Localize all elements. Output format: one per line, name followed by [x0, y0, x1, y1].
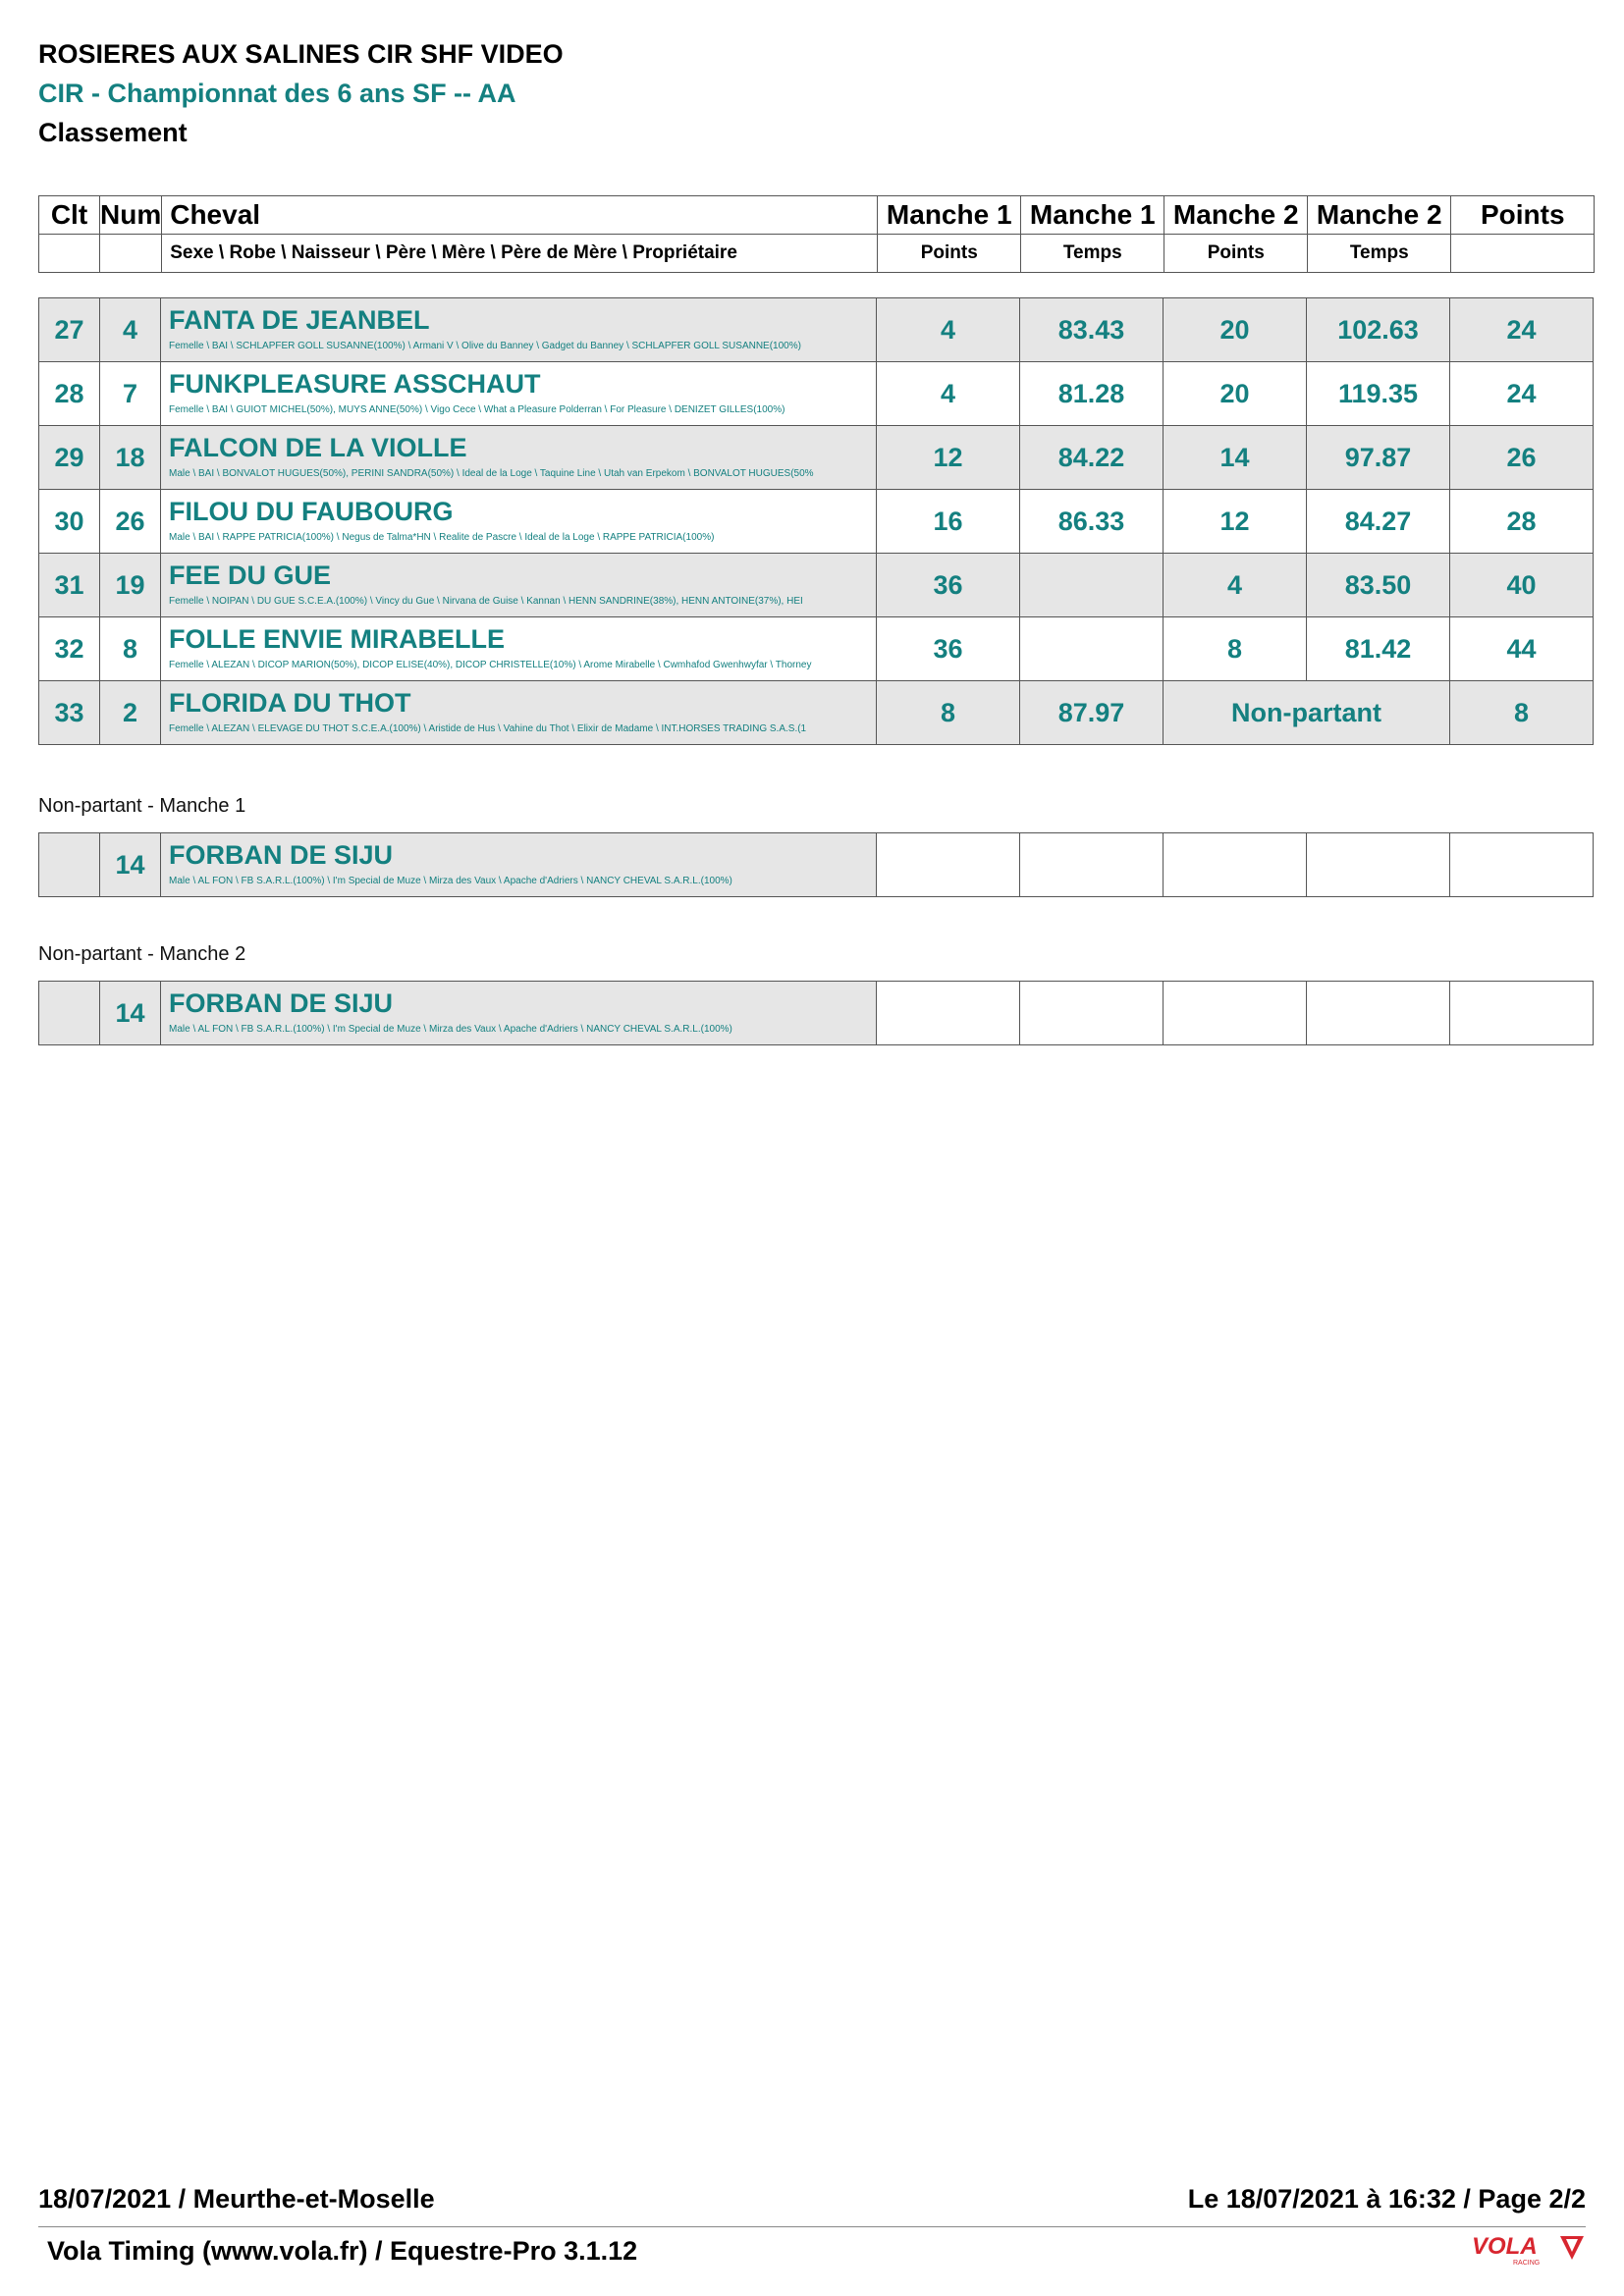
non-partant-row — [39, 982, 1594, 1045]
empty-cell — [1020, 982, 1164, 1045]
total-points: 24 — [1450, 362, 1594, 426]
m1-points: 36 — [877, 617, 1020, 681]
subheader-clt — [39, 235, 100, 273]
empty-cell — [1307, 982, 1450, 1045]
vola-logo-text: VOLA — [1472, 2233, 1538, 2260]
empty-cell — [1307, 833, 1450, 897]
header-clt: Clt — [39, 196, 100, 235]
rank: 30 — [39, 490, 100, 554]
m2-temps: 84.27 — [1307, 490, 1450, 554]
m1-temps: 84.22 — [1020, 426, 1164, 490]
rank — [39, 982, 100, 1045]
subheader-points — [1451, 235, 1595, 273]
m1-points: 36 — [877, 554, 1020, 617]
bib-number: 4 — [100, 298, 161, 362]
total-points: 26 — [1450, 426, 1594, 490]
horse-cell — [161, 298, 877, 362]
vola-logo — [1470, 2230, 1586, 2268]
empty-cell — [1450, 982, 1594, 1045]
m2-temps: 83.50 — [1307, 554, 1450, 617]
header-manche1-a: Manche 1 — [878, 196, 1021, 235]
bib-number: 14 — [100, 982, 161, 1045]
footer-date-location: 18/07/2021 / Meurthe-et-Moselle — [38, 2184, 435, 2214]
horse-cell — [161, 617, 877, 681]
total-points: 40 — [1450, 554, 1594, 617]
total-points: 28 — [1450, 490, 1594, 554]
header-points: Points — [1451, 196, 1595, 235]
subheader-m1-points: Points — [878, 235, 1021, 273]
non-partant-1-table — [38, 832, 1594, 897]
horse-details: Femelle \ BAI \ SCHLAPFER GOLL SUSANNE(100%) \ Armani V \ Olive du Banney \ Gadget du Banney \ SCHLAPFER GOLL SUSANNE(100%) — [169, 341, 801, 351]
header-manche1-b: Manche 1 — [1021, 196, 1164, 235]
subheader-num — [100, 235, 162, 273]
footer-software: Vola Timing (www.vola.fr) / Equestre-Pro 3.1.12 — [47, 2236, 638, 2266]
rank: 28 — [39, 362, 100, 426]
bib-number: 26 — [100, 490, 161, 554]
horse-name: FEE DU GUE — [169, 561, 332, 590]
m1-points: 4 — [877, 298, 1020, 362]
subheader-cheval-details: Sexe \ Robe \ Naisseur \ Père \ Mère \ Père de Mère \ Propriétaire — [162, 235, 878, 273]
m1-points: 4 — [877, 362, 1020, 426]
horse-name: FILOU DU FAUBOURG — [169, 497, 454, 526]
result-row — [39, 490, 1594, 554]
m2-points: 14 — [1164, 426, 1307, 490]
m2-points: 20 — [1164, 362, 1307, 426]
empty-cell — [1020, 833, 1164, 897]
total-points: 44 — [1450, 617, 1594, 681]
horse-details: Male \ BAI \ BONVALOT HUGUES(50%), PERINI SANDRA(50%) \ Ideal de la Loge \ Taquine Line \ Utah van Erpekom \ BONVALOT HUGUES(50% — [169, 468, 814, 479]
m1-points: 16 — [877, 490, 1020, 554]
non-partant-2-label: Non-partant - Manche 2 — [38, 943, 246, 965]
horse-name: FOLLE ENVIE MIRABELLE — [169, 624, 506, 654]
m1-temps — [1020, 554, 1164, 617]
horse-cell — [161, 833, 877, 897]
header-num: Num — [100, 196, 162, 235]
section-title: Classement — [38, 118, 188, 147]
header-cheval: Cheval — [162, 196, 878, 235]
m1-temps: 81.28 — [1020, 362, 1164, 426]
non-partant-1-label: Non-partant - Manche 1 — [38, 795, 246, 817]
header-manche2-b: Manche 2 — [1308, 196, 1451, 235]
horse-details: Male \ AL FON \ FB S.A.R.L.(100%) \ I'm Special de Muze \ Mirza des Vaux \ Apache d'Adriers \ NANCY CHEVAL S.A.R.L.(100%) — [169, 876, 732, 886]
horse-name: FORBAN DE SIJU — [169, 840, 394, 870]
m2-temps: 81.42 — [1307, 617, 1450, 681]
horse-cell — [161, 362, 877, 426]
total-points: 24 — [1450, 298, 1594, 362]
result-row — [39, 298, 1594, 362]
non-partant-row — [39, 833, 1594, 897]
result-row — [39, 617, 1594, 681]
subheader-m2-temps: Temps — [1308, 235, 1451, 273]
competition-subtitle: CIR - Championnat des 6 ans SF -- AA — [38, 79, 516, 108]
horse-cell — [161, 982, 877, 1045]
header-manche2-a: Manche 2 — [1164, 196, 1308, 235]
bib-number: 2 — [100, 681, 161, 745]
bib-number: 14 — [100, 833, 161, 897]
m1-temps: 83.43 — [1020, 298, 1164, 362]
horse-cell — [161, 490, 877, 554]
empty-cell — [877, 982, 1020, 1045]
horse-details: Femelle \ ALEZAN \ DICOP MARION(50%), DICOP ELISE(40%), DICOP CHRISTELLE(10%) \ Arome Mirabelle \ Cwmhafod Gwenhwyfar \ Thorney — [169, 660, 812, 670]
m2-points: 12 — [1164, 490, 1307, 554]
results-table — [38, 297, 1594, 745]
m1-points: 12 — [877, 426, 1020, 490]
horse-name: FANTA DE JEANBEL — [169, 305, 430, 335]
empty-cell — [1164, 833, 1307, 897]
horse-name: FUNKPLEASURE ASSCHAUT — [169, 369, 541, 399]
m2-points: 4 — [1164, 554, 1307, 617]
results-header-table — [38, 195, 1595, 273]
non-partant-2-table — [38, 981, 1594, 1045]
bib-number: 18 — [100, 426, 161, 490]
rank: 27 — [39, 298, 100, 362]
total-points: 8 — [1450, 681, 1594, 745]
footer-divider — [38, 2226, 1586, 2227]
rank: 32 — [39, 617, 100, 681]
rank: 31 — [39, 554, 100, 617]
m2-status: Non-partant — [1164, 681, 1450, 745]
result-row — [39, 426, 1594, 490]
horse-details: Femelle \ BAI \ GUIOT MICHEL(50%), MUYS ANNE(50%) \ Vigo Cece \ What a Pleasure Polderran \ For Pleasure \ DENIZET GILLES(100%) — [169, 404, 785, 415]
m2-temps: 97.87 — [1307, 426, 1450, 490]
horse-details: Femelle \ NOIPAN \ DU GUE S.C.E.A.(100%) \ Vincy du Gue \ Nirvana de Guise \ Kannan \ HENN SANDRINE(38%), HENN ANTOINE(37%), HEI — [169, 596, 803, 607]
empty-cell — [1450, 833, 1594, 897]
empty-cell — [877, 833, 1020, 897]
result-row — [39, 554, 1594, 617]
horse-details: Femelle \ ALEZAN \ ELEVAGE DU THOT S.C.E.A.(100%) \ Aristide de Hus \ Vahine du Thot \ Elixir de Madame \ INT.HORSES TRADING S.A.S.(1 — [169, 723, 807, 734]
bib-number: 7 — [100, 362, 161, 426]
bib-number: 8 — [100, 617, 161, 681]
subheader-m2-points: Points — [1164, 235, 1308, 273]
rank: 33 — [39, 681, 100, 745]
rank: 29 — [39, 426, 100, 490]
m1-points: 8 — [877, 681, 1020, 745]
empty-cell — [1164, 982, 1307, 1045]
footer-timestamp-page: Le 18/07/2021 à 16:32 / Page 2/2 — [1187, 2184, 1586, 2214]
subheader-m1-temps: Temps — [1021, 235, 1164, 273]
horse-details: Male \ BAI \ RAPPE PATRICIA(100%) \ Negus de Talma*HN \ Realite de Pascre \ Ideal de la Loge \ RAPPE PATRICIA(100%) — [169, 532, 715, 543]
horse-name: FALCON DE LA VIOLLE — [169, 433, 467, 462]
m2-temps: 102.63 — [1307, 298, 1450, 362]
m2-temps: 119.35 — [1307, 362, 1450, 426]
header-row-2 — [39, 235, 1595, 273]
m1-temps: 87.97 — [1020, 681, 1164, 745]
result-row — [39, 362, 1594, 426]
horse-details: Male \ AL FON \ FB S.A.R.L.(100%) \ I'm Special de Muze \ Mirza des Vaux \ Apache d'Adriers \ NANCY CHEVAL S.A.R.L.(100%) — [169, 1024, 732, 1035]
m1-temps — [1020, 617, 1164, 681]
horse-cell — [161, 426, 877, 490]
event-title: ROSIERES AUX SALINES CIR SHF VIDEO — [38, 39, 564, 69]
m2-points: 20 — [1164, 298, 1307, 362]
horse-cell — [161, 554, 877, 617]
horse-name: FORBAN DE SIJU — [169, 988, 394, 1018]
bib-number: 19 — [100, 554, 161, 617]
m1-temps: 86.33 — [1020, 490, 1164, 554]
m2-points: 8 — [1164, 617, 1307, 681]
vola-logo-subtext: RACING — [1513, 2260, 1541, 2267]
horse-cell — [161, 681, 877, 745]
header-row-1 — [39, 196, 1595, 235]
rank — [39, 833, 100, 897]
horse-name: FLORIDA DU THOT — [169, 688, 411, 718]
result-row — [39, 681, 1594, 745]
